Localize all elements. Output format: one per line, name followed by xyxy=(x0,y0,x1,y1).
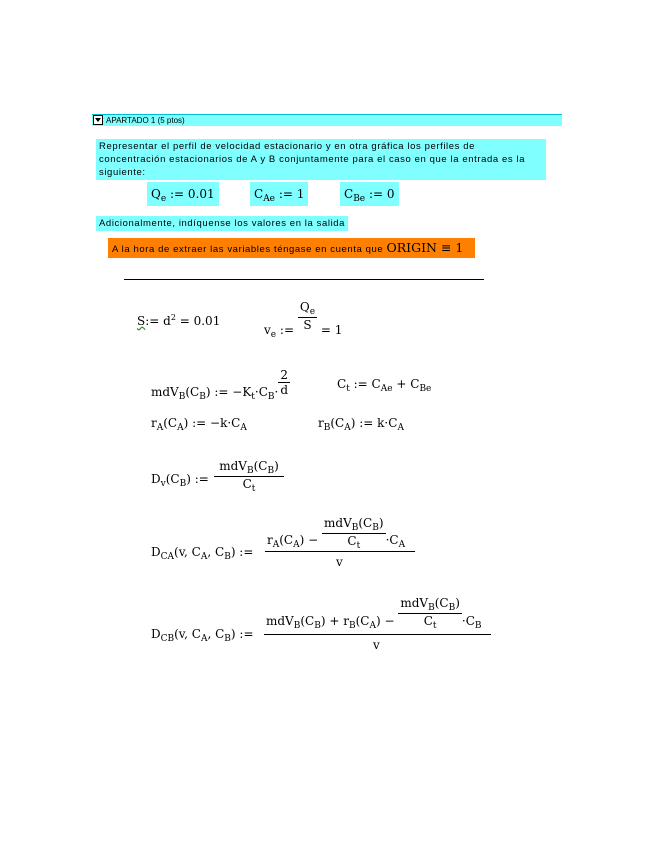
eq-rb[interactable]: $r_B(C_A)$ := $k\cdot C_A$ xyxy=(318,416,404,433)
eq-dcb-bar xyxy=(264,634,491,635)
eq-ct[interactable]: $C_t$ := $C_{Ae} + C_{Be}$ xyxy=(337,377,432,394)
eq-ra[interactable]: $r_A(C_A)$ := $-k\cdot C_A$ xyxy=(151,416,247,433)
origin-value: ORIGIN ≡ 1 xyxy=(386,240,464,255)
input-cae[interactable]: $C_{Ae}$ := 1 xyxy=(250,182,308,206)
input-qe[interactable]: $Q_e$ := 0.01 xyxy=(147,182,219,206)
input-cbe[interactable]: $C_{Be}$ := 0 xyxy=(340,182,399,206)
eq-dcb-lhs[interactable]: $D_{CB}(v$, $C_A$, $C_B$) := xyxy=(151,627,254,644)
eq-dv-lhs[interactable]: $D_v(C_B)$ := xyxy=(151,472,209,489)
eq-dcb-denominator: v xyxy=(373,638,380,652)
divider xyxy=(124,279,484,280)
section-header[interactable] xyxy=(92,114,562,126)
eq-dcb-numerator: $mdV_B(C_B) + r_B(C_A)$ − $\frac{mdV_B(C_B)}{C_t}$ $\cdot C_B$ xyxy=(266,596,482,631)
additional-note: Adicionalmente, indíquense los valores en la salida xyxy=(96,216,348,231)
eq-dca-lhs[interactable]: $D_{CA}(v$, $C_A$, $C_B$) := xyxy=(151,545,254,562)
section-title: APARTADO 1 (5 ptos) xyxy=(106,116,185,125)
eq-dca-bar xyxy=(265,551,415,552)
eq-mdvb[interactable]: $mdV_B(C_B)$ := $-K_t\cdot C_B\cdot$ $\frac{2}{d}$ xyxy=(151,368,289,402)
origin-note: A la hora de extraer las variables téngase en cuenta que ORIGIN ≡ 1 xyxy=(108,238,475,258)
eq-dv-fraction[interactable]: $mdV_B(C_B)$ $C_t$ xyxy=(214,459,284,494)
collapse-toggle-icon[interactable] xyxy=(93,115,103,125)
eq-dca-denominator: v xyxy=(336,555,343,569)
problem-statement: Representar el perfil de velocidad estacionario y en otra gráfica los perfiles de concentración estacionarios de A y B conjuntamente para el caso en que la entrada es la siguiente: xyxy=(96,139,546,180)
eq-velocity-in[interactable]: $v_e$ := $\frac{Q_e}{S}$ = 1 xyxy=(264,300,343,340)
eq-dca-numerator: $r_A(C_A)$ − $\frac{mdV_B(C_B)}{C_t}$ $\cdot C_A$ xyxy=(267,516,406,551)
eq-area[interactable]: S:= $d^2 = 0.01$ xyxy=(137,313,221,328)
